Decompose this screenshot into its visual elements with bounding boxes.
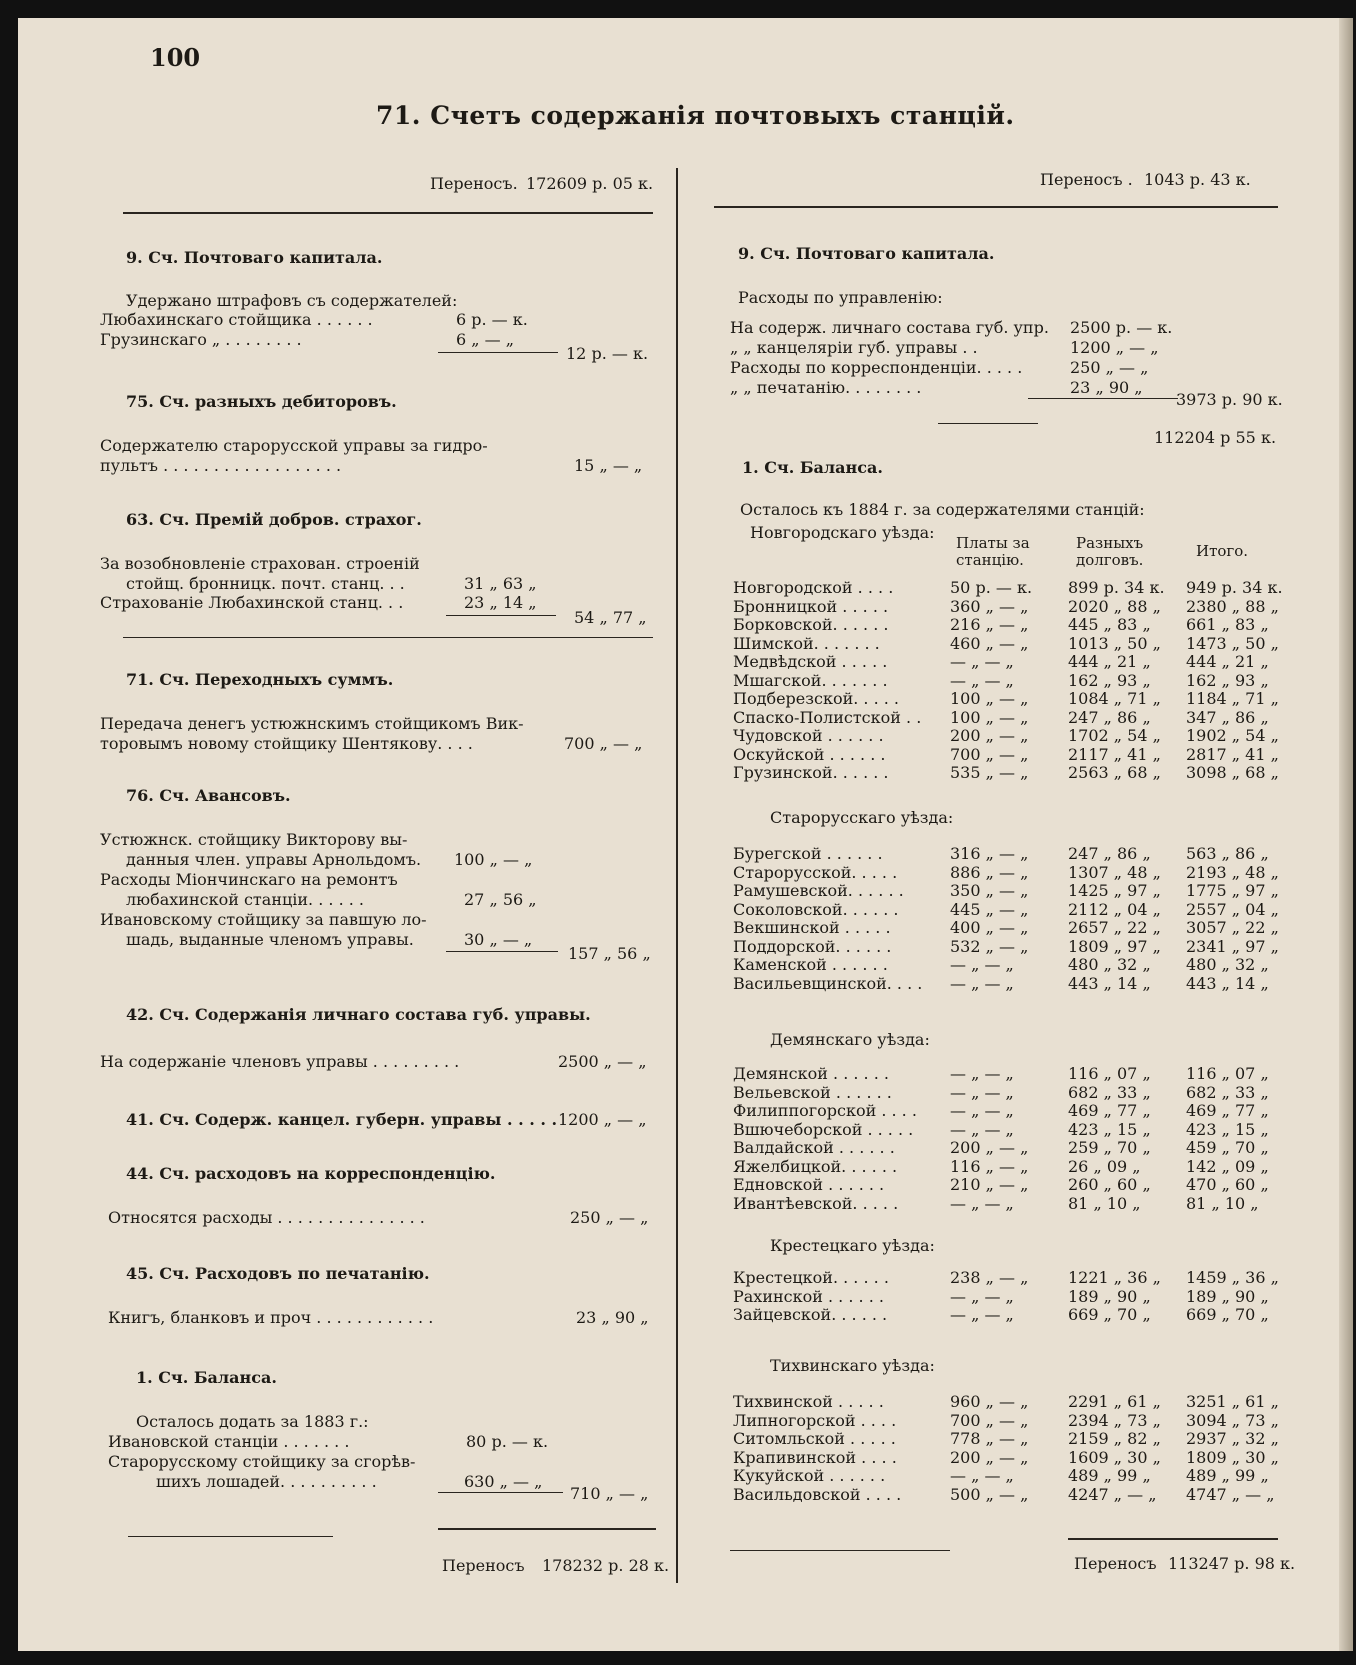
station-debts: 162 „ 93 „: [1068, 670, 1151, 690]
station-debts: 4247 „ — „: [1068, 1484, 1157, 1504]
station-total: 189 „ 90 „: [1186, 1286, 1269, 1306]
station-fee: — „ — „: [950, 1305, 1014, 1324]
expense-label: „ „ канцеляріи губ. управы . .: [730, 338, 978, 357]
station-name: Ивантѣевской. . . . .: [733, 1193, 899, 1213]
entry-amount: 700 „ — „: [564, 734, 643, 753]
right-carry-out-label: Переносъ: [1074, 1554, 1157, 1573]
station-debts: 260 „ 60 „: [1068, 1175, 1151, 1194]
entry-amount: 6 р. — к.: [456, 310, 528, 329]
subtotal: 112204 р 55 к.: [1154, 428, 1277, 447]
section-heading: 45. Сч. Расходовъ по печатанію.: [126, 1264, 430, 1283]
station-total: 1184 „ 71 „: [1186, 689, 1279, 708]
col-header-raznykh: Разныхъ: [1076, 534, 1144, 552]
station-total: 480 „ 32 „: [1186, 955, 1269, 974]
station-debts: 81 „ 10 „: [1068, 1193, 1141, 1213]
ledger-page: [18, 18, 1353, 1651]
text-line: Передача денегъ устюжнскимъ стойщикомъ Вик-: [100, 714, 524, 733]
station-total: 2341 „ 97 „: [1186, 936, 1279, 956]
entry-amount: 250 „ — „: [570, 1208, 649, 1227]
text-line: Осталось къ 1884 г. за содержателями станцій:: [740, 500, 1145, 519]
station-debts: 247 „ 86 „: [1068, 707, 1151, 727]
station-debts: 899 р. 34 к.: [1068, 578, 1165, 597]
column-divider: [676, 168, 678, 1583]
station-debts: 1425 „ 97 „: [1068, 881, 1161, 900]
station-name: Бронницкой . . . . .: [733, 596, 889, 616]
section-heading: 9. Сч. Почтоваго капитала.: [126, 248, 383, 267]
station-fee: 100 „ — „: [950, 707, 1029, 727]
station-name: Поддорской. . . . . .: [733, 936, 892, 956]
station-fee: 400 „ — „: [950, 918, 1029, 937]
section-heading: 71. Сч. Переходныхъ суммъ.: [126, 670, 394, 689]
station-total: 423 „ 15 „: [1186, 1119, 1269, 1139]
text-line: Расходы Міончинскаго на ремонтъ: [100, 870, 398, 889]
text-line: Осталось додать за 1883 г.:: [136, 1412, 369, 1431]
station-total: 2817 „ 41 „: [1186, 744, 1279, 764]
station-fee: — „ — „: [950, 1466, 1014, 1485]
rule: [938, 423, 1038, 424]
station-debts: 480 „ 32 „: [1068, 955, 1151, 974]
station-debts: 1702 „ 54 „: [1068, 726, 1161, 745]
uezd-heading: Старорусскаго уѣзда:: [770, 808, 954, 827]
col-header-platy: Платы за: [956, 534, 1030, 552]
station-fee: — „ — „: [950, 955, 1014, 974]
station-name: Демянской . . . . . .: [733, 1064, 889, 1083]
station-debts: 26 „ 09 „: [1068, 1156, 1141, 1176]
station-debts: 116 „ 07 „: [1068, 1064, 1151, 1083]
station-total: 682 „ 33 „: [1186, 1082, 1269, 1102]
station-debts: 2394 „ 73 „: [1068, 1410, 1161, 1430]
station-total: 3094 „ 73 „: [1186, 1410, 1279, 1430]
entry-amount: 27 „ 56 „: [464, 890, 537, 909]
left-carry-in-label: Переносъ.: [430, 174, 518, 193]
station-fee: — „ — „: [950, 1064, 1014, 1083]
col-header-raznykh: долговъ.: [1076, 551, 1144, 569]
right-carry-in-value: 1043 р. 43 к.: [1144, 170, 1251, 189]
station-debts: 2117 „ 41 „: [1068, 744, 1161, 764]
station-name: Грузинской. . . . . .: [733, 763, 889, 782]
section-heading: 76. Сч. Авансовъ.: [126, 786, 291, 805]
station-debts: 489 „ 99 „: [1068, 1466, 1151, 1485]
station-debts: 1307 „ 48 „: [1068, 862, 1161, 882]
station-fee: — „ — „: [950, 652, 1014, 671]
entry-amount: 30 „ — „: [464, 930, 533, 949]
station-name: Липногорской . . . .: [733, 1410, 897, 1430]
station-debts: 247 „ 86 „: [1068, 844, 1151, 863]
station-name: Подберезской. . . . .: [733, 689, 900, 708]
entry-label: Любахинскаго стойщика . . . . . .: [100, 310, 373, 329]
station-total: 1809 „ 30 „: [1186, 1447, 1279, 1467]
station-debts: 445 „ 83 „: [1068, 615, 1151, 634]
station-total: 669 „ 70 „: [1186, 1305, 1269, 1324]
station-debts: 469 „ 77 „: [1068, 1101, 1151, 1120]
entry-amount: 23 „ 14 „: [464, 593, 537, 612]
rule: [446, 951, 558, 952]
station-name: Валдайской . . . . . .: [733, 1138, 895, 1157]
station-debts: 2159 „ 82 „: [1068, 1429, 1161, 1448]
entry-label: стойщ. бронницк. почт. станц. . .: [126, 574, 405, 593]
station-total: 1459 „ 36 „: [1186, 1268, 1279, 1287]
station-fee: 100 „ — „: [950, 689, 1029, 708]
station-name: Векшинской . . . . .: [733, 918, 891, 937]
station-total: 2380 „ 88 „: [1186, 596, 1279, 616]
rule: [714, 206, 1278, 208]
station-total: 347 „ 86 „: [1186, 707, 1269, 727]
station-debts: 2020 „ 88 „: [1068, 596, 1161, 616]
section-heading: 63. Сч. Премій добров. страхог.: [126, 510, 422, 529]
station-total: 563 „ 86 „: [1186, 844, 1269, 863]
station-name: Оскуйской . . . . . .: [733, 744, 886, 764]
station-total: 443 „ 14 „: [1186, 973, 1269, 993]
station-fee: 700 „ — „: [950, 744, 1029, 764]
station-debts: 443 „ 14 „: [1068, 973, 1151, 993]
entry-label: шадь, выданные членомъ управы.: [126, 930, 414, 949]
station-total: 116 „ 07 „: [1186, 1064, 1269, 1083]
station-debts: 1013 „ 50 „: [1068, 633, 1161, 653]
rule: [1028, 398, 1178, 399]
station-name: Спаско-Полистской . .: [733, 707, 922, 727]
uezd-heading: Демянскаго уѣзда:: [770, 1030, 930, 1049]
section-total: 3973 р. 90 к.: [1176, 390, 1283, 409]
station-debts: 2657 „ 22 „: [1068, 918, 1161, 937]
station-debts: 2291 „ 61 „: [1068, 1392, 1161, 1411]
station-total: 444 „ 21 „: [1186, 652, 1269, 671]
text-line: Удержано штрафовъ съ содержателей:: [126, 291, 458, 310]
station-fee: 500 „ — „: [950, 1484, 1029, 1504]
section-total: 54 „ 77 „: [574, 608, 647, 627]
station-name: Борковской. . . . . .: [733, 615, 889, 634]
station-fee: 778 „ — „: [950, 1429, 1029, 1448]
station-name: Новгородской . . . .: [733, 578, 894, 597]
station-debts: 259 „ 70 „: [1068, 1138, 1151, 1157]
station-name: Вельевской . . . . . .: [733, 1082, 892, 1102]
station-name: Крестецкой. . . . . .: [733, 1268, 889, 1287]
rule: [128, 1536, 333, 1537]
expense-label: На содерж. личнаго состава губ. упр.: [730, 318, 1049, 337]
station-total: 2193 „ 48 „: [1186, 862, 1279, 882]
station-name: Чудовской . . . . . .: [733, 726, 884, 745]
station-fee: — „ — „: [950, 973, 1014, 993]
station-name: Рамушевской. . . . . .: [733, 881, 904, 900]
station-name: Вшючеборской . . . . .: [733, 1119, 914, 1139]
section-heading: 9. Сч. Почтоваго капитала.: [738, 244, 995, 263]
expense-amount: 1200 „ — „: [1070, 338, 1159, 357]
station-debts: 2112 „ 04 „: [1068, 899, 1161, 919]
station-fee: 700 „ — „: [950, 1410, 1029, 1430]
station-name: Ситомльской . . . . .: [733, 1429, 896, 1448]
text-line: Устюжнск. стойщику Викторову вы-: [100, 830, 408, 849]
station-name: Соколовской. . . . . .: [733, 899, 899, 919]
station-name: Васильевщинской. . . .: [733, 973, 923, 993]
text-line: Книгъ, бланковъ и проч . . . . . . . . . . . .: [108, 1308, 434, 1327]
station-fee: 960 „ — „: [950, 1392, 1029, 1411]
text-line: Старорусскому стойщику за сгорѣв-: [108, 1452, 416, 1471]
section-heading: 41. Сч. Содерж. канцел. губерн. управы . . . . .: [126, 1110, 558, 1129]
station-total: 661 „ 83 „: [1186, 615, 1269, 634]
station-name: Старорусской. . . . .: [733, 862, 898, 882]
entry-label: Ивановской станціи . . . . . . .: [108, 1432, 350, 1451]
entry-amount: 2500 „ — „: [558, 1052, 647, 1071]
entry-amount: 1200 „ — „: [558, 1110, 647, 1129]
station-name: Бурегской . . . . . .: [733, 844, 883, 863]
station-total: 469 „ 77 „: [1186, 1101, 1269, 1120]
station-fee: — „ — „: [950, 1286, 1014, 1306]
station-total: 1902 „ 54 „: [1186, 726, 1279, 745]
col-header-platy: станцію.: [956, 551, 1024, 569]
entry-label: Грузинскаго „ . . . . . . . .: [100, 330, 302, 349]
station-total: 1775 „ 97 „: [1186, 881, 1279, 900]
station-fee: 532 „ — „: [950, 936, 1029, 956]
text-line: На содержаніе членовъ управы . . . . . . . . .: [100, 1052, 460, 1071]
station-fee: 50 р. — к.: [950, 578, 1033, 597]
rule: [1068, 1538, 1278, 1540]
entry-amount: 630 „ — „: [464, 1472, 543, 1491]
entry-amount: 23 „ 90 „: [576, 1308, 649, 1327]
section-heading: 1. Сч. Баланса.: [136, 1368, 277, 1387]
section-heading: 42. Сч. Содержанія личнаго состава губ. управы.: [126, 1005, 591, 1024]
station-debts: 1609 „ 30 „: [1068, 1447, 1161, 1467]
station-fee: — „ — „: [950, 1193, 1014, 1213]
station-name: Зайцевской. . . . . .: [733, 1305, 888, 1324]
station-total: 3098 „ 68 „: [1186, 763, 1279, 782]
entry-amount: 15 „ — „: [574, 456, 643, 475]
station-fee: 200 „ — „: [950, 1447, 1029, 1467]
station-total: 4747 „ — „: [1186, 1484, 1275, 1504]
section-heading: 1. Сч. Баланса.: [742, 458, 883, 477]
entry-amount: 6 „ — „: [456, 330, 515, 349]
station-name: Едновской . . . . . .: [733, 1175, 885, 1194]
station-name: Яжелбицкой. . . . . .: [733, 1156, 898, 1176]
expense-label: „ „ печатанію. . . . . . . .: [730, 378, 922, 397]
station-name: Тихвинской . . . . .: [733, 1392, 884, 1411]
station-fee: 535 „ — „: [950, 763, 1029, 782]
station-debts: 669 „ 70 „: [1068, 1305, 1151, 1324]
station-name: Каменской . . . . . .: [733, 955, 888, 974]
left-carry-in-value: 172609 р. 05 к.: [526, 174, 654, 193]
station-total: 1473 „ 50 „: [1186, 633, 1279, 653]
station-name: Шимской. . . . . . .: [733, 633, 880, 653]
station-fee: 216 „ — „: [950, 615, 1029, 634]
col-header-itogo: Итого.: [1196, 542, 1249, 560]
station-name: Кукуйской . . . . . .: [733, 1466, 886, 1485]
station-fee: 200 „ — „: [950, 1138, 1029, 1157]
book-spine: [1339, 18, 1353, 1651]
station-debts: 423 „ 15 „: [1068, 1119, 1151, 1139]
station-total: 2557 „ 04 „: [1186, 899, 1279, 919]
rule: [438, 1528, 656, 1530]
uezd-heading: Крестецкаго уѣзда:: [770, 1236, 935, 1255]
right-carry-in-label: Переносъ .: [1040, 170, 1133, 189]
right-carry-out-value: 113247 р. 98 к.: [1168, 1554, 1296, 1573]
station-fee: 200 „ — „: [950, 726, 1029, 745]
text-line: Ивановскому стойщику за павшую ло-: [100, 910, 427, 929]
station-total: 3057 „ 22 „: [1186, 918, 1279, 937]
station-fee: — „ — „: [950, 1082, 1014, 1102]
expense-amount: 2500 р. — к.: [1070, 318, 1173, 337]
rule: [123, 212, 653, 214]
entry-label: шихъ лошадей. . . . . . . . . .: [156, 1472, 377, 1491]
station-total: 470 „ 60 „: [1186, 1175, 1269, 1194]
text-line: Расходы по управленію:: [738, 288, 943, 307]
station-total: 2937 „ 32 „: [1186, 1429, 1279, 1448]
rule: [438, 352, 558, 353]
station-fee: — „ — „: [950, 670, 1014, 690]
text-line: Относятся расходы . . . . . . . . . . . . . . .: [108, 1208, 425, 1227]
station-fee: 116 „ — „: [950, 1156, 1029, 1176]
station-name: Филиппогорской . . . .: [733, 1101, 917, 1120]
rule: [730, 1550, 950, 1551]
station-fee: 445 „ — „: [950, 899, 1029, 919]
station-fee: 350 „ — „: [950, 881, 1029, 900]
station-name: Медвѣдской . . . . .: [733, 652, 888, 671]
entry-amount: 100 „ — „: [454, 850, 533, 869]
station-total: 3251 „ 61 „: [1186, 1392, 1279, 1411]
station-fee: — „ — „: [950, 1101, 1014, 1120]
left-carry-out-value: 178232 р. 28 к.: [542, 1556, 670, 1575]
uezd-heading: Новгородскаго уѣзда:: [750, 523, 935, 542]
station-debts: 189 „ 90 „: [1068, 1286, 1151, 1306]
section-heading: 75. Сч. разныхъ дебиторовъ.: [126, 392, 397, 411]
station-total: 81 „ 10 „: [1186, 1193, 1259, 1213]
station-fee: 238 „ — „: [950, 1268, 1029, 1287]
station-debts: 2563 „ 68 „: [1068, 763, 1161, 782]
rule: [438, 1492, 563, 1493]
text-line: пультъ . . . . . . . . . . . . . . . . . .: [100, 456, 342, 475]
entry-amount: 31 „ 63 „: [464, 574, 537, 593]
rule: [446, 615, 556, 616]
station-fee: 210 „ — „: [950, 1175, 1029, 1194]
station-name: Васильдовской . . . .: [733, 1484, 902, 1504]
left-carry-out-label: Переносъ: [442, 1556, 525, 1575]
station-total: 949 р. 34 к.: [1186, 578, 1283, 597]
station-name: Мшагской. . . . . . .: [733, 670, 888, 690]
expense-amount: 250 „ — „: [1070, 358, 1149, 377]
entry-amount: 80 р. — к.: [466, 1432, 549, 1451]
expense-amount: 23 „ 90 „: [1070, 378, 1143, 397]
station-fee: 316 „ — „: [950, 844, 1029, 863]
station-debts: 1809 „ 97 „: [1068, 936, 1161, 956]
station-debts: 1084 „ 71 „: [1068, 689, 1161, 708]
station-total: 142 „ 09 „: [1186, 1156, 1269, 1176]
text-line: торовымъ новому стойщику Шентякову. . . .: [100, 734, 473, 753]
station-debts: 444 „ 21 „: [1068, 652, 1151, 671]
station-total: 459 „ 70 „: [1186, 1138, 1269, 1157]
station-total: 162 „ 93 „: [1186, 670, 1269, 690]
station-debts: 682 „ 33 „: [1068, 1082, 1151, 1102]
page-number: 100: [150, 43, 201, 72]
station-fee: 460 „ — „: [950, 633, 1029, 653]
entry-label: данныя член. управы Арнольдомъ.: [126, 850, 422, 869]
station-fee: 886 „ — „: [950, 862, 1029, 882]
section-total: 12 р. — к.: [566, 344, 649, 363]
section-total: 157 „ 56 „: [568, 944, 651, 963]
uezd-heading: Тихвинскаго уѣзда:: [770, 1356, 935, 1375]
station-fee: 360 „ — „: [950, 596, 1029, 616]
station-name: Крапивинской . . . .: [733, 1447, 897, 1467]
station-name: Рахинской . . . . . .: [733, 1286, 884, 1306]
expense-label: Расходы по корреспонденціи. . . . .: [730, 358, 1023, 377]
rule: [123, 637, 653, 638]
entry-label: Страхованіе Любахинской станц. . .: [100, 593, 404, 612]
station-fee: — „ — „: [950, 1119, 1014, 1139]
section-heading: 44. Сч. расходовъ на корреспонденцію.: [126, 1164, 496, 1183]
station-total: 489 „ 99 „: [1186, 1466, 1269, 1485]
station-debts: 1221 „ 36 „: [1068, 1268, 1161, 1287]
page-title: 71. Счетъ содержанія почтовыхъ станцій.: [376, 101, 1015, 130]
text-line: За возобновленіе страхован. строеній: [100, 554, 420, 573]
entry-label: любахинской станціи. . . . . .: [126, 890, 364, 909]
text-line: Содержателю старорусской управы за гидро-: [100, 436, 488, 455]
section-total: 710 „ — „: [570, 1484, 649, 1503]
